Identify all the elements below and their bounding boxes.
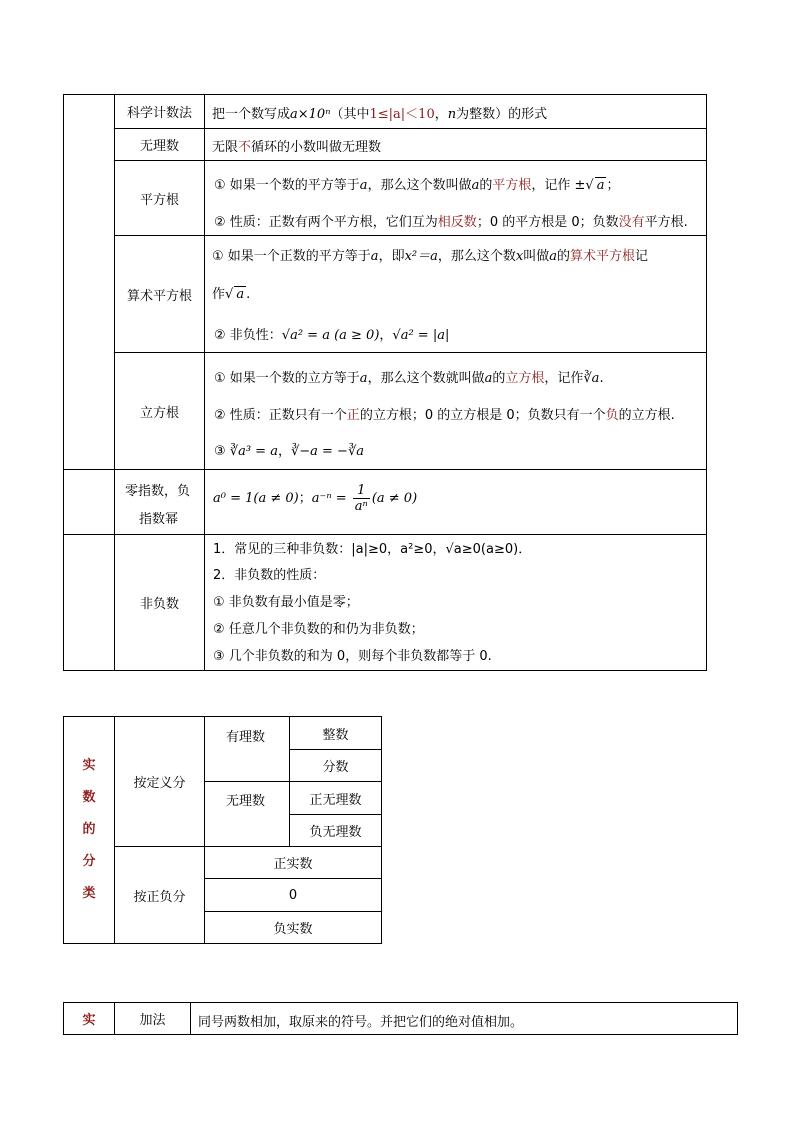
t: 记 <box>635 249 649 264</box>
t: 叫做 <box>523 249 550 264</box>
term-negative: 负 <box>605 408 619 423</box>
term-none: 没有 <box>618 215 645 230</box>
left-col-cell-2 <box>63 469 115 535</box>
radicand: a <box>596 178 605 193</box>
fraction-label: 分数 <box>322 760 349 775</box>
irr-text-b: 循环的小数叫做无理数 <box>251 140 382 155</box>
row-content-nonneg <box>204 534 707 671</box>
t: ，记作 ± <box>531 178 586 193</box>
row-label-zero <box>114 469 205 535</box>
denominator: aⁿ <box>354 499 368 514</box>
t: ，那么这个数叫做 <box>367 178 472 193</box>
term-opposite: 相反数 <box>437 215 477 230</box>
pos-irrational-cell <box>289 781 382 815</box>
label-text: 非负数 <box>139 597 179 612</box>
irr-text-a: 无限 <box>212 140 239 155</box>
row-label-arith <box>114 235 205 353</box>
sci-mid: （其中 <box>330 107 370 122</box>
term-positive: 正 <box>346 408 360 423</box>
label-line-1: 零指数，负 <box>125 484 191 499</box>
var-a: a <box>359 371 368 386</box>
pos-irrational-label: 正无理数 <box>309 792 362 808</box>
addition-text: 同号两数相加，取原来的符号。并把它们的绝对值相加。 <box>198 1015 524 1030</box>
row-content-arith <box>204 235 707 353</box>
irrational-label: 无理数 <box>226 794 266 809</box>
t: 的立方根；0 的立方根是 0；负数只有一个 <box>359 408 606 423</box>
by-definition-cell <box>114 716 205 847</box>
t: ① 如果一个数的平方等于 <box>214 178 360 193</box>
row-content-sci <box>204 94 707 129</box>
left-col-cell-1 <box>63 94 115 470</box>
by-sign-cell <box>114 846 205 944</box>
numerator: 1 <box>353 483 370 499</box>
sci-end: 为整数）的形式 <box>456 107 548 122</box>
fraction <box>353 483 370 514</box>
side-char: 类 <box>82 886 96 901</box>
label-text: 科学计数法 <box>126 106 192 121</box>
label-text: 立方根 <box>139 405 179 421</box>
formula-2-lhs: a⁻ⁿ = <box>311 491 347 506</box>
sci-formula: a×10ⁿ <box>290 107 331 122</box>
neg-irrational-label: 负无理数 <box>309 825 362 840</box>
var-a: a <box>359 178 368 193</box>
by-sign-label: 按正负分 <box>133 889 186 905</box>
row-content-irr <box>204 128 707 161</box>
t: ， <box>379 328 393 343</box>
side-char: 实 <box>82 758 96 773</box>
var-a: a <box>549 249 558 264</box>
var-a: a <box>471 178 480 193</box>
formula-2: ∛−a = −∛a <box>290 444 364 459</box>
radicand: ∛a <box>583 371 600 386</box>
integer-label: 整数 <box>322 727 349 743</box>
var-x: x <box>515 249 524 264</box>
irrational-cell <box>204 781 290 847</box>
row-content-sqrt <box>204 160 707 236</box>
side-char: 分 <box>82 854 96 869</box>
row-label-cube <box>114 352 205 470</box>
sci-text <box>212 103 547 122</box>
t: ； <box>298 491 312 506</box>
t: ③ <box>214 444 226 459</box>
term-cube-root: 立方根 <box>505 371 545 386</box>
by-definition-label: 按定义分 <box>133 776 186 791</box>
neg-irrational-cell <box>289 814 382 847</box>
t: ，记作 <box>544 371 584 386</box>
formula-1: a⁰ = 1(a ≠ 0) <box>213 491 299 506</box>
var-a: a <box>370 249 379 264</box>
t: ，即 <box>378 249 405 264</box>
sci-condition: 1≤|a|＜10 <box>369 107 435 122</box>
formula-1: ∛a³ = a <box>229 444 278 459</box>
side-title-vertical <box>63 716 115 944</box>
addition-content-cell <box>190 1002 738 1035</box>
t: ② 性质：正数只有一个 <box>214 408 347 423</box>
left-col-cell-3 <box>63 534 115 671</box>
sqrt-line-2 <box>214 211 688 230</box>
t: ， <box>277 444 291 459</box>
label-text: 平方根 <box>139 192 179 208</box>
label-text: 无理数 <box>139 139 179 154</box>
eq: x²＝a <box>404 249 438 264</box>
formula-1: √a² = a (a ≥ 0) <box>281 328 380 343</box>
fraction-cell <box>289 749 382 782</box>
term-square-root: 平方根 <box>492 178 532 193</box>
formula-2: √a² = |a| <box>392 328 450 343</box>
t: 的 <box>557 249 571 264</box>
arith-line-2: 作√ a . <box>212 287 251 302</box>
neg-real-label: 负实数 <box>273 922 313 937</box>
sci-n: n <box>447 107 457 122</box>
t: ，那么这个数 <box>437 249 516 264</box>
cube-line-1 <box>214 367 604 386</box>
nonneg-line-3: ① 非负数有最小值是零； <box>213 595 359 610</box>
row-label-sci <box>114 94 205 129</box>
row-label-irr <box>114 128 205 161</box>
nonneg-line-2: 2．非负数的性质： <box>213 568 326 583</box>
cube-line-3 <box>214 440 364 459</box>
radicand: a <box>236 287 245 302</box>
side-char: 的 <box>82 822 96 837</box>
t: 的 <box>492 371 506 386</box>
arith-line-3 <box>214 324 449 343</box>
t: . <box>246 287 251 302</box>
rational-label: 有理数 <box>226 730 266 745</box>
nonneg-line-4: ② 任意几个非负数的和仍为非负数； <box>213 622 424 637</box>
row-label-nonneg <box>114 534 205 671</box>
t: ① 如果一个正数的平方等于 <box>212 249 371 264</box>
t: ① 如果一个数的立方等于 <box>214 371 360 386</box>
t: ； <box>606 178 620 193</box>
nonneg-line-1: 1．常见的三种非负数：|a|≥0，a²≥0，√a≥0(a≥0)． <box>213 542 532 557</box>
t: ；0 的平方根是 0；负数 <box>476 215 619 230</box>
sci-sep: ， <box>434 107 448 122</box>
formula-2-cond: (a ≠ 0) <box>371 491 418 506</box>
t: 作 <box>212 287 226 302</box>
t: ② 性质：正数有两个平方根，它们互为 <box>214 215 438 230</box>
label-line-2: 指数幂 <box>139 512 179 527</box>
label-text: 算术平方根 <box>126 288 192 304</box>
addition-label: 加法 <box>139 1013 166 1028</box>
arith-line-1 <box>212 245 648 264</box>
ops-side-cell <box>63 1002 115 1035</box>
term-arith-root: 算术平方根 <box>570 249 636 264</box>
t: ② 非负性： <box>214 328 282 343</box>
row-content-zero <box>204 469 707 535</box>
zero-formula-line <box>213 483 417 514</box>
var-a: a <box>484 371 493 386</box>
t: 平方根. <box>644 215 688 230</box>
t: 的立方根. <box>618 408 675 423</box>
rational-cell <box>204 716 290 782</box>
t: . <box>599 371 604 386</box>
addition-label-cell <box>114 1002 191 1035</box>
irr-text <box>212 136 381 155</box>
ops-side-label: 实 <box>82 1013 96 1028</box>
cube-line-2 <box>214 404 675 423</box>
nonneg-line-5: ③ 几个非负数的和为 0，则每个非负数都等于 0. <box>213 649 492 664</box>
sqrt-line-1: ① 如果一个数的平方等于a，那么这个数叫做a的平方根，记作 ±√ a ； <box>214 178 620 193</box>
zero-cell <box>204 878 382 912</box>
t: ，那么这个数就叫做 <box>367 371 485 386</box>
zero-label: 0 <box>288 887 298 903</box>
irr-text-red: 不 <box>238 140 252 155</box>
pos-real-cell <box>204 846 382 879</box>
neg-real-cell <box>204 911 382 944</box>
row-label-sqrt <box>114 160 205 236</box>
pos-real-label: 正实数 <box>273 857 313 872</box>
sci-desc: 把一个数写成 <box>212 107 291 122</box>
row-content-cube <box>204 352 707 470</box>
t: 的 <box>479 178 493 193</box>
integer-cell <box>289 716 382 750</box>
side-char: 数 <box>82 790 96 805</box>
